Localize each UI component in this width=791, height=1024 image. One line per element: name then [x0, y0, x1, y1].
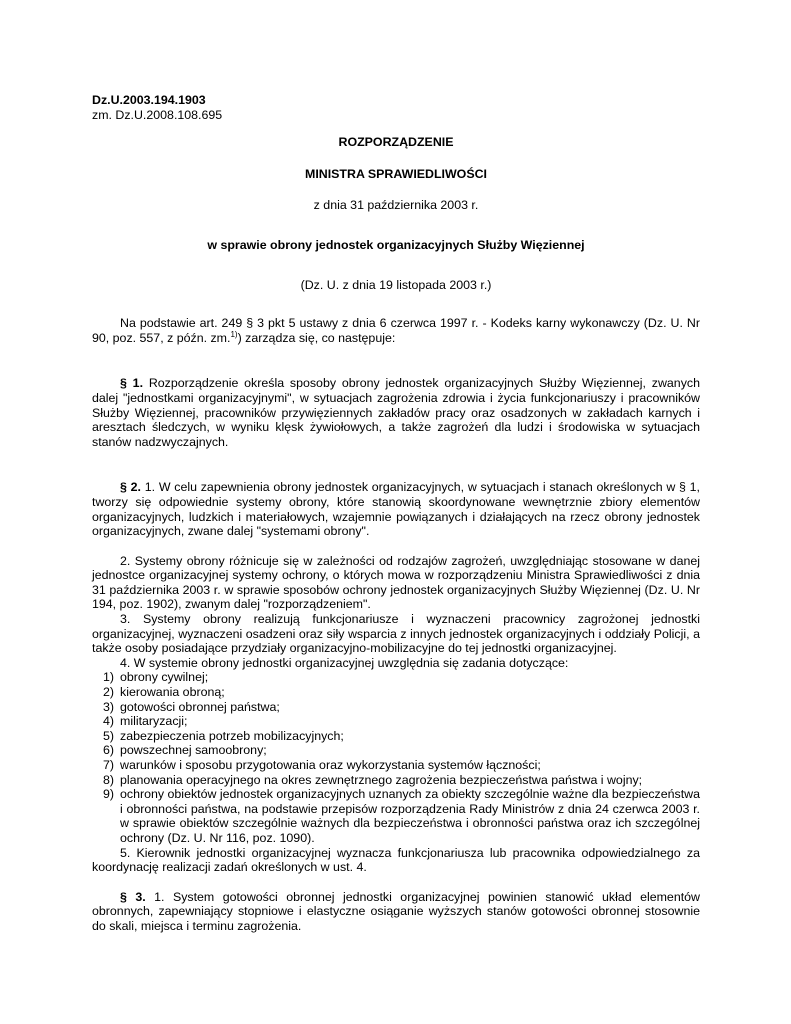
- section-1-text: Rozporządzenie określa sposoby obrony jednostek organizacyjnych Służby Więziennej, zwanych dalej "jednostkami organizacyjnymi", w sytuacjach zagrożenia zdrowia i życia funkcjonariuszy i pracowników Służby Więziennej, pracowników przywięziennych zakładów pracy oraz osadzonych w zakładach karnych i aresztach śledczych, w wyniku klęsk żywiołowych, a także zagrożeń dla ludzi i środowiska w sytuacjach stanów nadzwyczajnych.: [92, 376, 700, 449]
- section-2-paragraph-1: [92, 480, 700, 538]
- list-item-number: 2): [102, 685, 114, 700]
- issuing-authority: MINISTRA SPRAWIEDLIWOŚCI: [305, 166, 487, 181]
- list-item-number: 4): [102, 714, 114, 729]
- list-item-text: zabezpieczenia potrzeb mobilizacyjnych;: [120, 728, 344, 743]
- document-type: ROZPORZĄDZENIE: [338, 135, 454, 150]
- section-2-mark: § 2.: [120, 480, 141, 495]
- preamble: [92, 316, 700, 345]
- list-item-text: warunków i sposobu przygotowania oraz wykorzystania systemów łączności;: [120, 758, 541, 772]
- list-item-text: planowania operacyjnego na okres zewnętrznego zagrożenia bezpieczeństwa państwa i wojny;: [120, 772, 643, 787]
- section-1: [92, 376, 700, 449]
- section-2-paragraph-5: 5. Kierownik jednostki organizacyjnej wyznacza funkcjonariusza lub pracownika odpowiedzialnego za koordynację realizacji zadań określonych w ust. 4.: [92, 845, 700, 875]
- preamble-text-end: ) zarządza się, co następuje:: [237, 330, 396, 345]
- publication-info: (Dz. U. z dnia 19 listopada 2003 r.): [300, 277, 492, 292]
- document-date: z dnia 31 października 2003 r.: [313, 198, 479, 213]
- document-subject: w sprawie obrony jednostek organizacyjnych Służby Więziennej: [207, 237, 585, 252]
- list-item-number: 6): [102, 743, 114, 758]
- section-2-paragraph-3: 3. Systemy obrony realizują funkcjonariusze i wyznaczeni pracownicy zagrożonej jednostki organizacyjnej, wyznaczeni osadzeni oraz siły wsparcia z innych jednostek organizacyjnych i oddziały Policji, a także osoby posiadające przydziały organizacyjno-mobilizacyjne do tej jednostki organizacyjnej.: [92, 612, 700, 656]
- list-item-number: 7): [102, 758, 114, 772]
- section-3-mark: § 3.: [120, 889, 146, 904]
- section-1-mark: § 1.: [120, 376, 144, 391]
- list-item: [92, 729, 700, 744]
- list-item: [92, 743, 700, 758]
- footnote-marker[interactable]: 1): [230, 329, 238, 339]
- section-2-p1-text: 1. W celu zapewnienia obrony jednostek organizacyjnych, w sytuacjach i stanach określonych w § 1, tworzy się odpowiednie systemy obrony, które stanowią skoordynowane wewnętrznie zbiory elementów organizacyjnych, ludzkich i materiałowych, wzajemnie powiązanych i działających na rzecz obrony jednostek organizacyjnych, zwane dalej "systemami obrony".: [92, 480, 700, 539]
- section-3: [92, 890, 700, 934]
- section-2-paragraph-4: 4. W systemie obrony jednostki organizacyjnej uwzględnia się zadania dotyczące:: [120, 655, 569, 670]
- list-item-number: 5): [102, 728, 114, 743]
- section-3-text: 1. System gotowości obronnej jednostki organizacyjnej powinien stanowić układ elementów obronnych, zapewniający stopniowe i elastyczne osiąganie wyższych stanów gotowości obronnej stosownie do skali, miejsca i terminu zagrożenia.: [92, 889, 700, 933]
- list-item-number: 3): [102, 699, 114, 714]
- list-item-number: 9): [102, 787, 114, 802]
- list-item: [92, 714, 700, 729]
- amendment-reference: zm. Dz.U.2008.108.695: [92, 107, 223, 122]
- list-item: [92, 773, 700, 788]
- list-item-text: gotowości obronnej państwa;: [120, 699, 280, 714]
- list-item: [92, 700, 700, 715]
- list-item-text: powszechnej samoobrony;: [120, 743, 267, 758]
- document-page: [92, 93, 700, 934]
- list-item-text: obrony cywilnej;: [120, 670, 209, 685]
- list-item-number: 8): [102, 772, 114, 787]
- section-2-paragraph-2: 2. Systemy obrony różnicuje się w zależności od rodzajów zagrożeń, uwzględniając stosowane w danej jednostce organizacyjnej systemy ochrony, o których mowa w rozporządzeniu Ministra Sprawiedliwości z dnia 31 października 2003 r. w sprawie sposobów ochrony jednostek organizacyjnych Służby Więziennej (Dz. U. Nr 194, poz. 1902), zwanym dalej "rozporządzeniem".: [92, 553, 700, 612]
- list-item-text: ochrony obiektów jednostek organizacyjnych uznanych za obiekty szczególnie ważne dla bezpieczeństwa i obronności państwa, na podstawie przepisów rozporządzenia Rady Ministrów z dnia 24 czerwca 2003 r. w sprawie obiektów szczególnie ważnych dla bezpieczeństwa i obronności państwa oraz ich szczególnej ochrony (Dz. U. Nr 116, poz. 1090).: [120, 787, 700, 845]
- preamble-text: Na podstawie art. 249 § 3 pkt 5 ustawy z dnia 6 czerwca 1997 r. - Kodeks karny wykonawczy (Dz. U. Nr 90, poz. 557, z późn. zm.: [92, 316, 700, 345]
- task-list: [92, 670, 700, 845]
- list-item: [92, 685, 700, 700]
- journal-reference: Dz.U.2003.194.1903: [92, 93, 206, 107]
- list-item-number: 1): [102, 670, 114, 685]
- list-item-text: kierowania obroną;: [120, 685, 225, 700]
- list-item: [92, 670, 700, 685]
- list-item: [92, 758, 700, 773]
- list-item-text: militaryzacji;: [120, 714, 188, 729]
- list-item: [92, 787, 700, 845]
